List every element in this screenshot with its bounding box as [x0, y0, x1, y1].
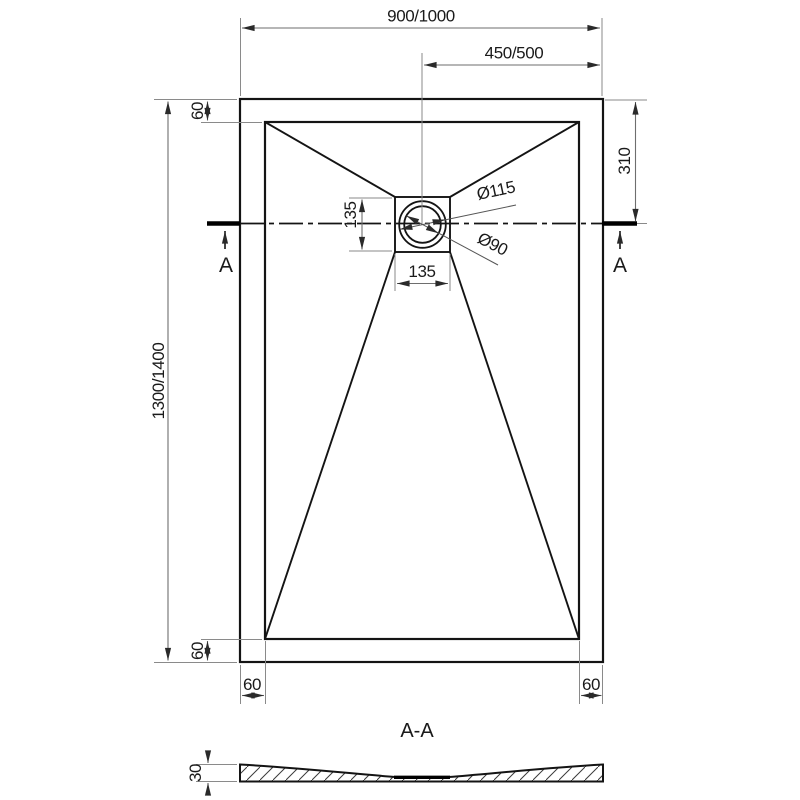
slope-line-top-left — [265, 122, 395, 197]
dim-rim-right — [580, 641, 603, 704]
leader-arrow — [433, 220, 445, 223]
dimensions — [149, 7, 647, 705]
cut-label-left: A — [218, 254, 234, 277]
dim-drain-center-from-top — [605, 100, 647, 224]
leader-arrow — [430, 229, 438, 233]
slope-line-bottom-left — [265, 252, 395, 639]
dim-drain-center-from-top-value: 310 — [615, 147, 634, 175]
dim-drain-offset-value: 450/500 — [484, 43, 544, 63]
dim-drain-box-width — [395, 254, 450, 291]
dim-overall-width-value: 900/1000 — [387, 6, 455, 26]
dim-overall-height — [149, 100, 237, 663]
dim-drain-offset — [424, 44, 600, 66]
dim-drain-box-height — [341, 198, 392, 251]
dim-overall-height-value: 1300/1400 — [149, 342, 168, 420]
dim-overall-width — [241, 7, 603, 97]
dim-thickness-value: 30 — [186, 763, 205, 783]
dim-rim-top-value: 60 — [188, 101, 207, 121]
dim-drain-box-width-value: 135 — [408, 262, 436, 281]
dim-drain-box-height-value: 135 — [341, 201, 360, 229]
dim-rim-top — [188, 102, 262, 123]
leader-line — [400, 205, 516, 229]
dim-rim-right-value: 60 — [581, 675, 601, 694]
dim-drain-inner-dia-value: Ø90 — [474, 228, 511, 260]
section-view — [186, 720, 603, 794]
slope-line-bottom-right — [450, 252, 579, 639]
dim-rim-bottom — [188, 640, 262, 661]
dim-drain-outer-dia-value: Ø115 — [474, 177, 517, 204]
section-cut-right — [602, 224, 637, 278]
dim-rim-left — [241, 641, 266, 704]
cut-label-right: A — [612, 254, 628, 277]
plan-view — [207, 53, 637, 662]
dim-rim-bottom-value: 60 — [188, 641, 207, 661]
dim-thickness — [186, 752, 237, 794]
section-cut-left — [207, 224, 240, 278]
section-label: A-A — [400, 720, 434, 742]
dim-rim-left-value: 60 — [242, 675, 262, 694]
